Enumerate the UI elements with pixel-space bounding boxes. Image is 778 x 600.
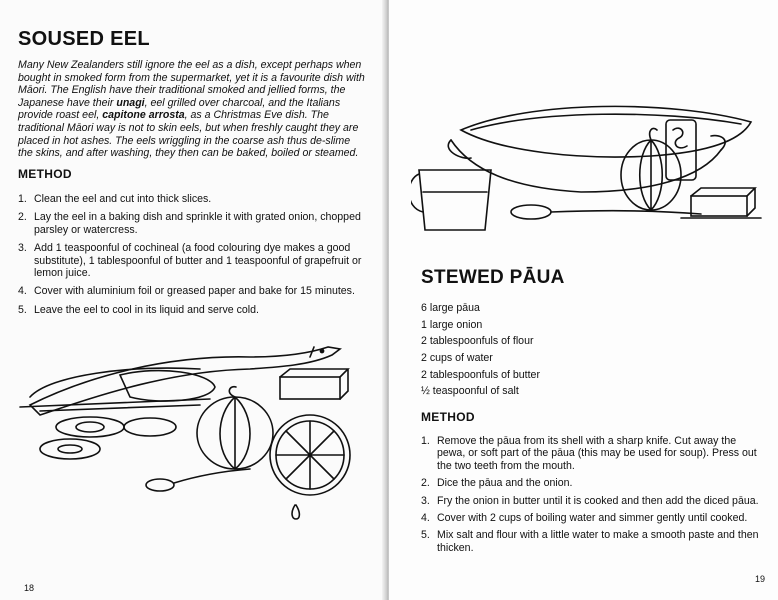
step-item — [421, 529, 767, 554]
step-number: 4. — [18, 285, 27, 298]
ingredient-list — [421, 302, 540, 402]
step-text: Mix salt and flour with a little water to make a smooth paste and then thicken. — [437, 529, 759, 554]
intro-unagi: unagi — [116, 96, 145, 109]
intro-text-1: Many New Zealanders still ignore the eel as a dish, except perhaps when bought in smoked form from the supermarket, yet it is a favourite dish with Māori. The English have their traditional smoked and jellied forms, the Japanese have their — [18, 59, 365, 109]
step-item — [18, 211, 363, 236]
intro-capitone: capitone arrosta — [102, 109, 185, 122]
step-text: Leave the eel to cool in its liquid and serve cold. — [34, 303, 259, 316]
step-number: 1. — [18, 193, 27, 205]
step-text: Remove the pāua from its shell with a sharp knife. Cut away the pewa, or soft part of the pāua (this may be used for soup). Press out the two teeth from the mouth. — [437, 435, 757, 472]
paua-illustration — [411, 100, 771, 240]
step-item — [18, 193, 363, 205]
method-steps-right — [421, 435, 767, 554]
step-text: Clean the eel and cut into thick slices. — [34, 193, 212, 205]
step-item — [421, 435, 767, 472]
method-steps-left — [18, 193, 363, 316]
intro-text-3: , as a Christmas Eve dish. The traditional Māori way is not to skin eels, but when freshly caught they are placed in hot ashes. The eels wriggling in the coarse ash thus de-slime the skins, and after washing, they then can be baked, boiled or steamed. — [18, 109, 359, 160]
step-number: 3. — [421, 494, 430, 507]
step-text: Dice the pāua and the onion. — [437, 477, 573, 490]
right-page — [389, 0, 778, 600]
step-item — [18, 242, 363, 279]
step-number: 1. — [421, 435, 430, 447]
ingredient-item: ½ teaspoonful of salt — [421, 385, 519, 398]
step-number: 4. — [421, 512, 430, 525]
method-heading-right: METHOD — [421, 410, 475, 424]
intro-paragraph — [18, 59, 366, 160]
step-text: Lay the eel in a baking dish and sprinkle it with grated onion, chopped parsley or watercress. — [34, 211, 361, 236]
step-number: 5. — [18, 303, 27, 316]
page-number-left: 18 — [24, 583, 35, 593]
step-number: 5. — [421, 529, 430, 542]
step-item — [421, 477, 767, 489]
step-number: 2. — [421, 477, 430, 490]
step-text: Add 1 teaspoonful of cochineal (a food colouring dye makes a good substitute), 1 tablespoonful of butter and 1 teaspoonful of grapefruit or lemon juice. — [34, 242, 362, 280]
page-number-right: 19 — [755, 574, 766, 584]
recipe-title-soused-eel: SOUSED EEL — [18, 28, 150, 50]
left-page — [0, 0, 385, 600]
ingredient-item: 2 tablespoonfuls of butter — [421, 368, 540, 381]
ingredient-item: 1 large onion — [421, 318, 483, 331]
step-text: Cover with aluminium foil or greased paper and bake for 15 minutes. — [34, 285, 355, 298]
step-item — [18, 285, 363, 297]
intro-text-2: , eel grilled over charcoal, and the Italians provide roast eel, — [18, 96, 341, 122]
method-heading-left: METHOD — [18, 167, 72, 181]
ingredient-item: 2 tablespoonfuls of flour — [421, 335, 534, 348]
step-text: Fry the onion in butter until it is cooked and then add the diced pāua. — [437, 494, 759, 507]
step-number: 3. — [18, 242, 27, 255]
step-item — [421, 495, 767, 507]
step-item — [18, 304, 363, 316]
step-number: 2. — [18, 211, 27, 224]
ingredient-item: 2 cups of water — [421, 352, 493, 365]
step-item — [421, 512, 767, 524]
eel-illustration — [10, 335, 370, 525]
recipe-title-stewed-paua: STEWED PĀUA — [421, 267, 565, 288]
ingredient-item: 6 large pāua — [421, 302, 480, 314]
step-text: Cover with 2 cups of boiling water and simmer gently until cooked. — [437, 512, 748, 525]
